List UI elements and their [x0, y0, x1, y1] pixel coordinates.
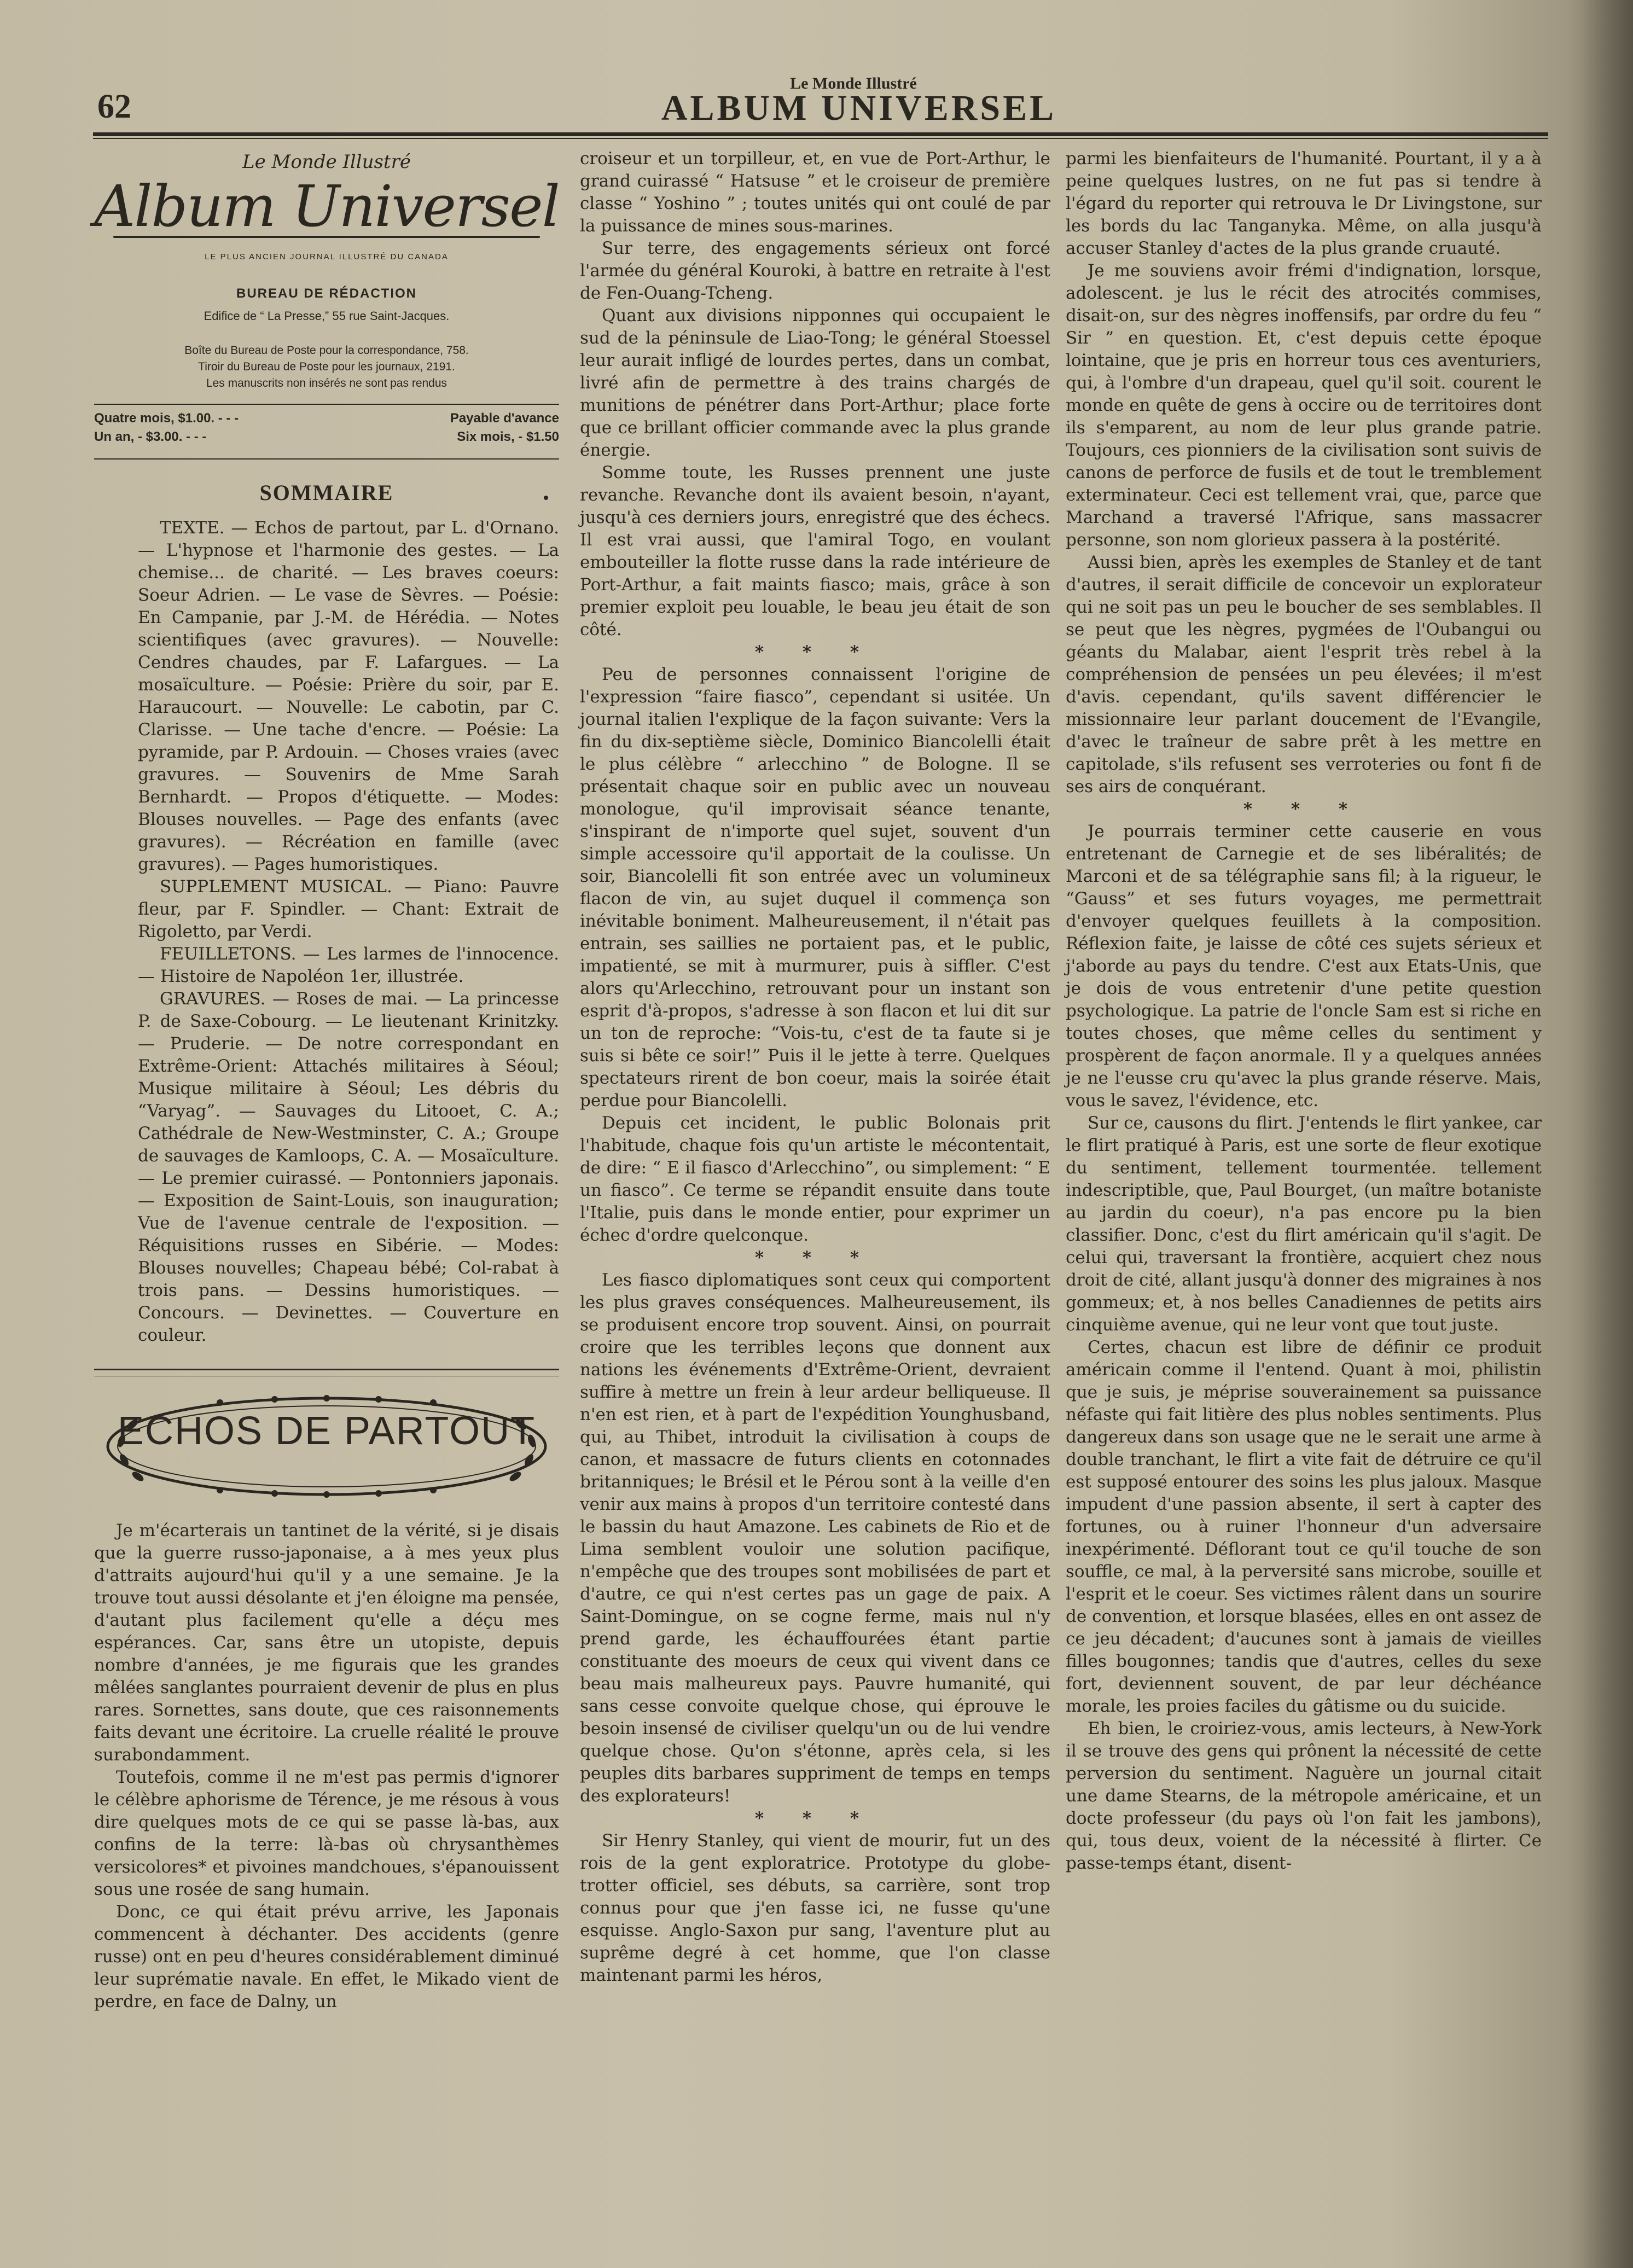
subscription-row: [94, 409, 559, 428]
subscription-rate: Six mois, - $1.50: [457, 429, 559, 444]
article-paragraph: Sur ce, causons du flirt. J'entends le flirt yankee, car le flirt pratiqué à Paris, est une sorte de fleur exotique du sentiment, tellement tourmentée. tellement indescriptible, que, Paul Bourget, (un maître botaniste au jardin du coeur), n'a pas encore pu la bien classifier. Donc, c'est du flirt américain qu'il s'agit. De celui qui, traversant la frontière, acquiert chez nous droit de cité, allant jusqu'à donner des migraines à nos gommeux; et, à nos belles Canadiennes de petits airs cinquième avenue, qui ne leur vont que tout juste.: [1066, 1113, 1542, 1335]
article-paragraph: Toutefois, comme il ne m'est pas permis d'ignorer le célèbre aphorisme de Térence, je me résous à vous dire quelques mots de ce qui se passe là-bas, aux confins de la terre: là-bas où chrysanthèmes versicolores* et pivoines mandchoues, s'épanouissent sous une rosée de sang humain.: [94, 1767, 559, 1899]
article-paragraph: Eh bien, le croiriez-vous, amis lecteurs, à New-York il se trouve des gens qui prônent la nécessité de cette perversion du sentiment. Naguère un journal citait une dame Stearns, de la métropole américaine, et un docte professeur (du pays où l'on fait les jambons), qui, tous deux, voient de la nécessité à flirter. Ce passe-temps étant, disent-: [1066, 1719, 1542, 1873]
article-paragraph: croiseur et un torpilleur, et, en vue de Port-Arthur, le grand cuirassé “ Hatsuse ” et le croiseur de première classe “ Yoshino ” ; toutes unités qui ont coulé de par la puissance de mines sous-marines.: [580, 149, 1050, 236]
article-paragraph: Je pourrais terminer cette causerie en vous entretenant de Carnegie et de ses libéralités; de Marconi et de sa télégraphie sans fil; à la rigueur, le “Gauss” et ses futurs voyages, me permettrait d'envoyer quelques feuillets à la composition. Réflexion faite, je laisse de côté ces sujets sérieux et j'aborde au pays du tendre. C'est aux Etats-Unis, que je dois de vous entretenir d'une petite question psychologique. La patrie de l'oncle Sam est si riche en toutes choses, que même celles du sentiment y prospèrent de façon anormale. Il y a quelques années je ne l'eusse cru qu'avec la plus grande réserve. Mais, vous le savez, l'évidence, etc.: [1066, 822, 1542, 1110]
article-paragraph: Je me souviens avoir frémi d'indignation, lorsque, adolescent. je lus le récit des atrocités commises, disait-on, sur des nègres inoffensifs, par ordre du feu “ Sir ” en question. Et, c'est depuis cette époque lointaine, que je pris en horreur tous ces aventuriers, qui, à l'ombre d'un drapeau, quel qu'il soit. courent le monde en quête de gens à occire ou de territoires dont ils s'emparent, au nom de leur plus grande patrie. Toujours, ces pionniers de la civilisation sont suivis de canons de perforce de fusils et de tout le tremblement exterminateur. Ceci est tellement vrai, que, parce que Marchand a traversé l'Afrique, sans massacrer personne, son nom glorieux passera à la postérité.: [1066, 261, 1542, 550]
bureau-note: Les manuscrits non insérés ne sont pas rendus: [206, 377, 448, 389]
article-paragraph: Sur terre, des engagements sérieux ont forcé l'armée du général Kouroki, à battre en retraite à l'est de Fen-Ouang-Tcheng.: [580, 239, 1050, 303]
header-title: ALBUM UNIVERSEL: [661, 88, 1057, 128]
section-stars: * * *: [1243, 799, 1364, 819]
header-rule: [93, 132, 1548, 139]
masthead-logo-title: Album Universel: [94, 173, 559, 240]
sommaire-title: SOMMAIRE: [94, 481, 559, 504]
bureau-address: Edifice de “ La Presse,” 55 rue Saint-Jacques.: [204, 309, 450, 323]
article-paragraph: Somme toute, les Russes prennent une juste revanche. Revanche dont ils avaient besoin, n'ayant, jusqu'à ces derniers jours, enregistré que des échecs. Il est vrai aussi, que l'amiral Togo, en voulant embouteiller la flotte russe dans la rade intérieure de Port-Arthur, a fait maints fiasco; mais, grâce à son premier exploit peu louable, le beau jeu était de son côté.: [580, 463, 1050, 639]
bureau-title: BUREAU DE RÉDACTION: [236, 286, 417, 301]
masthead-tagline: LE PLUS ANCIEN JOURNAL ILLUSTRÉ DU CANADA: [205, 252, 449, 261]
column-3: [1066, 148, 1542, 1875]
subscription-rate: Payable d'avance: [450, 411, 559, 426]
article-paragraph: Donc, ce qui était prévu arrive, les Japonais commencent à déchanter. Des accidents (genre russe) ont en peu d'heures considérablement diminué leur suprématie navale. En effet, le Mikado vient de perdre, en face de Dalny, un: [94, 1902, 559, 2011]
section-stars: * * *: [754, 1248, 876, 1267]
article-paragraph: Je m'écarterais un tantinet de la vérité, si je disais que la guerre russo-japonaise, a à mes yeux plus d'attraits aujourd'hui qu'il y a une semaine. Je la trouve tout aussi désolante et j'en éloigne ma pensée, d'autant plus facilement qu'elle a déçu mes espérances. Car, sans être un utopiste, depuis nombre d'années, je me figurais que les grandes mêlées sanglantes pourraient devenir de plus en plus rares. Sornettes, sans doute, que ces raisonnements faits devant une écritoire. La cruelle réalité le prouve surabondamment.: [94, 1521, 559, 1765]
masthead-small-title: Le Monde Illustré: [242, 151, 411, 173]
article-paragraph: Depuis cet incident, le public Bolonais prit l'habitude, chaque fois qu'un artiste le mécontentait, de dire: “ E il fiasco d'Arlecchino”, ou simplement: “ E un fiasco”. Ce terme se répandit ensuite dans toute l'Italie, puis dans le monde entier, pour exprimer un échec d'ordre quelconque.: [580, 1113, 1050, 1245]
column-1: [94, 148, 559, 2013]
sommaire-entry: TEXTE. — Echos de partout, par L. d'Ornano. — L'hypnose et l'harmonie des gestes. — La chemise... de charité. — Les braves coeurs: Soeur Adrien. — Le vase de Sèvres. — Poésie: En Campanie, par J.-M. de Hérédia. — Notes scientifiques (avec gravures). — Nouvelle: Cendres chaudes, par F. Lafargues. — La mosaïculture. — Poésie: Prière du soir, par E. Haraucourt. — Nouvelle: Le cabotin, par C. Clarisse. — Une tache d'encre. — Poésie: La pyramide, par P. Ardouin. — Choses vraies (avec gravures. — Souvenirs de Mme Sarah Bernhardt. — Propos d'étiquette. — Modes: Blouses nouvelles. — Page des enfants (avec gravures). — Récréation en famille (avec gravures). — Pages humoristiques.: [138, 518, 559, 874]
section-divider: [94, 1369, 559, 1376]
subscription-rule: [94, 458, 559, 460]
sommaire-entry: FEUILLETONS. — Les larmes de l'innocence. — Histoire de Napoléon 1er, illustrée.: [138, 944, 559, 986]
article-paragraph: Les fiasco diplomatiques sont ceux qui comportent les plus graves conséquences. Malheureusement, ils se produisent encore trop souvent. Ainsi, on pourrait croire que les terribles leçons que donnent aux nations les événements d'Extrême-Orient, devraient suffire à mettre un frein à leur ardeur belliqueuse. Il n'en est rien, et à part de l'expédition Younghusband, qui, au Thibet, introduit la civilisation à coups de canon, et massacre de futurs clients en cotonnades britanniques; le Brésil et le Pérou sont à la veille d'en venir aux mains à propos d'un territoire contesté dans le bassin du haut Amazone. Les cabinets de Rio et de Lima semblent vouloir une solution pacifique, n'empêche que des troupes sont mobilisées de part et d'autre, ce qui n'est certes pas un gage de paix. A Saint-Domingue, on se cogne ferme, mais nul n'y prend garde, les échauffourées étant partie constituante des moeurs de ceux qui vivent dans ce beau mais malheureux pays. Pauvre humanité, qui sans cesse convoite quelque chose, qui éprouve le besoin insensé de civiliser quelqu'un ou de lui vendre quelque chose. Qu'on s'étonne, après cela, si les peuples dits barbares suppriment de temps en temps des explorateurs!: [580, 1270, 1050, 1806]
masthead: [94, 151, 559, 392]
column-2: [580, 148, 1050, 1987]
sommaire-entry: SUPPLEMENT MUSICAL. — Piano: Pauvre fleur, par F. Spindler. — Chant: Extrait de Rigoletto, par Verdi.: [138, 877, 559, 941]
subscription-rule: [94, 404, 559, 405]
section-stars: * * *: [754, 1808, 876, 1828]
header-kicker: Le Monde Illustré: [790, 74, 917, 92]
page-number: 62: [97, 88, 131, 125]
echos-heading-box: [94, 1386, 559, 1507]
article-paragraph: Aussi bien, après les exemples de Stanley et de tant d'autres, il serait difficile de concevoir un explorateur qui ne soit pas un peu le boucher de ses semblables. Il se peut que les nègres, pygmées de l'Oubangui ou géants du Malabar, aient l'esprit très rebel à la compréhension de pensées un peu élevées; il m'est d'avis. cependant, qu'ils savent différencier le missionnaire leur parlant doucement de l'Evangile, d'avec le traîneur de sabre prêt à les mettre en capitolade, s'ils refusent ses verroteries ou font fi de ses airs de conquérant.: [1066, 553, 1542, 796]
article-paragraph: parmi les bienfaiteurs de l'humanité. Pourtant, il y a à peine quelques lustres, on ne fut pas si tendre à l'égard du reporter qui retrouva le Dr Livingstone, sur les bords du lac Tanganyka. Même, on alla jusqu'à accuser Stanley d'actes de la plus grande cruauté.: [1066, 149, 1542, 258]
subscription-rate: Quatre mois, $1.00. - - -: [94, 411, 239, 426]
section-stars: * * *: [754, 642, 876, 662]
binding-shadow: [1567, 0, 1633, 2268]
echos-title: ECHOS DE PARTOUT: [117, 1409, 536, 1453]
sommaire-entry: GRAVURES. — Roses de mai. — La princesse P. de Saxe-Cobourg. — Le lieutenant Krinitzky. — Pruderie. — De notre correspondant en Extrême-Orient: Attachés militaires à Séoul; Musique militaire à Séoul; Les débris du “Varyag”. — Sauvages du Litooet, C. A.; Cathédrale de New-Westminster, C. A.; Groupe de sauvages de Kamloops, C. A. — Mosaïculture. — Le premier cuirassé. — Pontonniers japonais. — Exposition de Saint-Louis, son inauguration; Vue de l'avenue centrale de l'exposition. — Réquisitions russes en Sibérie. — Modes: Blouses nouvelles; Chapeau bébé; Col-rabat à trois pans. — Dessins humoristiques. — Concours. — Devinettes. — Couverture en couleur.: [138, 989, 559, 1345]
subscription-row: [94, 428, 559, 446]
bureau-note: Tiroir du Bureau de Poste pour les journaux, 2191.: [198, 360, 455, 373]
bureau-note: Boîte du Bureau de Poste pour la correspondance, 758.: [184, 344, 469, 357]
article-paragraph: Quant aux divisions nipponnes qui occupaient le sud de la péninsule de Liao-Tong; le général Stoessel leur aurait infligé de lourdes pertes, dans un combat, livré afin de permettre à des trains chargés de munitions de pénétrer dans Port-Arthur; place forte que ce brillant officier commande avec la plus grande énergie.: [580, 306, 1050, 460]
article-paragraph: Peu de personnes connaissent l'origine de l'expression “faire fiasco”, cependant si usitée. Un journal italien l'explique de la façon suivante: Vers la fin du dix-septième siècle, Dominico Biancolelli était le plus célèbre “ arlecchino ” de Bologne. Il se présentait chaque soir en public avec un nouveau monologue, qu'il improvisait séance tenante, s'inspirant de n'importe quel sujet, souvent d'un simple accessoire qu'il apportait de la coulisse. Un soir, Biancolelli fit son entrée avec un volumineux flacon de vin, au sujet duquel il commença son inévitable boniment. Malheureusement, il n'était pas entrain, ses saillies ne portaient pas, et le public, impatienté, se mit à murmurer, puis à siffler. C'est alors qu'Arlecchino, retrouvant pour un instant son esprit d'à-propos, s'adresse à son flacon et lui dit sur un ton de reproche: “Vois-tu, c'est de ta faute si je suis si bête ce soir!” Puis il le jette à terre. Quelques spectateurs rirent de bon coeur, mais la soirée était perdue pour Biancolelli.: [580, 665, 1050, 1110]
article-paragraph: Certes, chacun est libre de définir ce produit américain comme il l'entend. Quant à moi, philistin que je suis, je méprise souverainement sa puissance néfaste qui fait litière des plus nobles sentiments. Plus dangereux dans son usage que ne le serait une arme à double tranchant, le flirt a vite fait de détruire ce qu'il est supposé entourer des soins les plus jaloux. Masque impudent d'une passion absente, il sert à capter des fortunes, ou à ruiner l'honneur d'un adversaire inexpérimenté. Déflorant tout ce qu'il touche de son souffle, ce mal, à la perversité sans microbe, souille et l'esprit et le coeur. Ses victimes râlent dans un sourire de convention, et lorsque blasées, elles en ont assez de ce jeu décadent; d'aucunes sont à jamais de vieilles filles bougonnes; tandis que d'autres, celles du sexe fort, deviennent souvent, de par leur déchéance morale, les proies faciles du gâtisme ou du suicide.: [1066, 1337, 1542, 1716]
article-paragraph: Sir Henry Stanley, qui vient de mourir, fut un des rois de la gent exploratrice. Prototype du globe-trotter officiel, ses débuts, sa carrière, sont trop connus pour que j'en fasse ici, ne fusse qu'une esquisse. Anglo-Saxon pur sang, l'aventure plut au suprême degré à cet homme, que l'on classe maintenant parmi les héros,: [580, 1831, 1050, 1985]
subscription-rate: Un an, - $3.00. - - -: [94, 429, 207, 444]
